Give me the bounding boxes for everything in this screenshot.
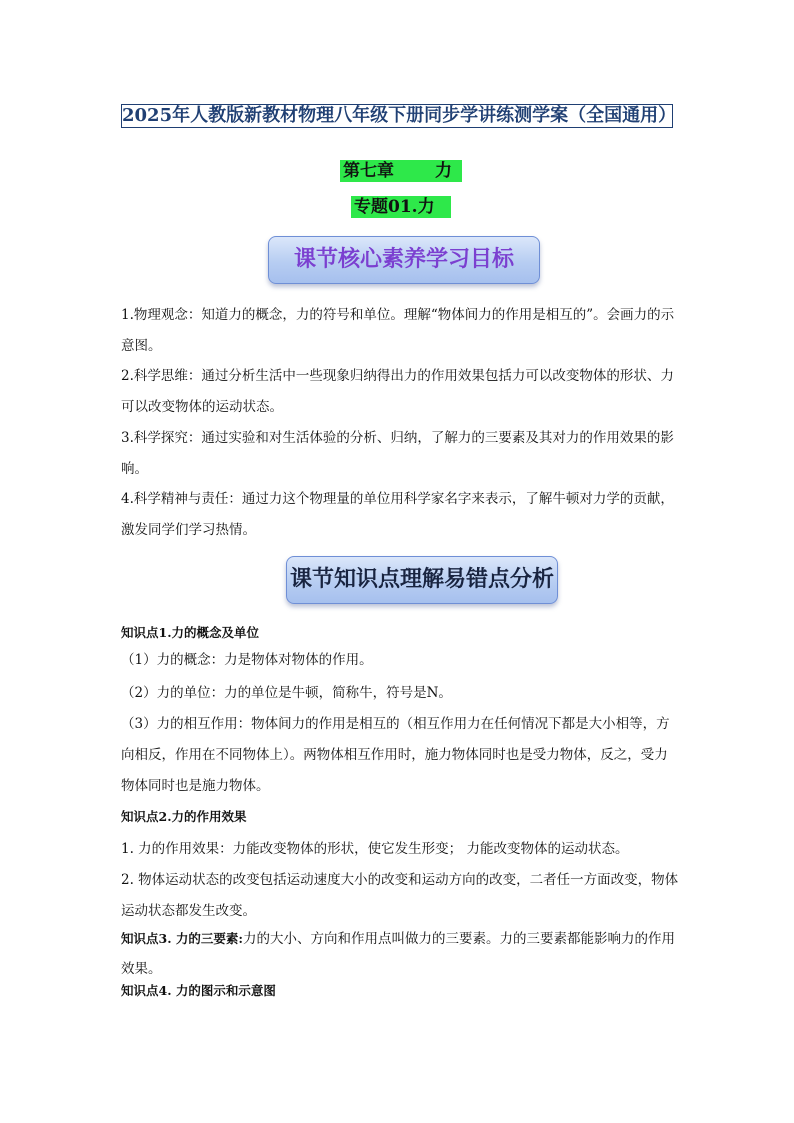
knowledge-item: （1）力的概念：力是物体对物体的作用。: [121, 652, 373, 668]
goal-item: 3.科学探究：通过实验和对生活体验的分析、归纳，了解力的三要素及其对力的作用效果的影响。: [121, 430, 674, 477]
chapter-heading: [340, 160, 462, 182]
goal-item: 4.科学精神与责任：通过力这个物理量的单位用科学家名字来表示，了解牛顿对力学的贡献，激发同学们学习热情。: [121, 491, 674, 538]
document-title: 2025年人教版新教材物理八年级下册同步学讲练测学案（全国通用）: [122, 105, 677, 126]
knowledge-point-3: [121, 924, 681, 984]
goals-banner: 课节核心素养学习目标: [268, 236, 540, 284]
knowledge-point-text: 力的大小、方向和作用点叫做力的三要素。力的三要素都能影响力的作用效果。: [121, 931, 676, 977]
analysis-banner: 课节知识点理解易错点分析: [286, 556, 558, 604]
goal-item: 2.科学思维：通过分析生活中一些现象归纳得出力的作用效果包括力可以改变物体的形状、力可以改变物体的运动状态。: [121, 368, 674, 415]
knowledge-point-heading: 知识点4. 力的图示和示意图: [121, 983, 276, 998]
knowledge-item: （3）力的相互作用：物体间力的作用是相互的（相互作用力在任何情况下都是大小相等，方向相反，作用在不同物体上）。两物体相互作用时，施力物体同时也是受力物体，反之，受力物体同时也是施力物体。: [121, 716, 670, 794]
knowledge-point-heading: 知识点3. 力的三要素:: [121, 931, 244, 946]
topic-heading: 专题01.力: [351, 196, 451, 218]
goal-item: 1.物理观念：知道力的概念，力的符号和单位。理解“物体间力的作用是相互的”。会画力的示意图。: [121, 307, 675, 354]
chapter-name: 力: [435, 161, 452, 181]
knowledge-point-heading: 知识点2.力的作用效果: [121, 809, 247, 824]
knowledge-item: 2. 物体运动状态的改变包括运动速度大小的改变和运动方向的改变，二者任一方面改变，物体运动状态都发生改变。: [121, 872, 679, 919]
knowledge-item: （2）力的单位：力的单位是牛顿，简称牛，符号是N。: [121, 685, 452, 701]
knowledge-item: 1. 力的作用效果：力能改变物体的形状，使它发生形变； 力能改变物体的运动状态。: [121, 841, 629, 857]
knowledge-point-heading: 知识点1.力的概念及单位: [121, 625, 260, 640]
chapter-number: 第七章: [343, 161, 394, 181]
